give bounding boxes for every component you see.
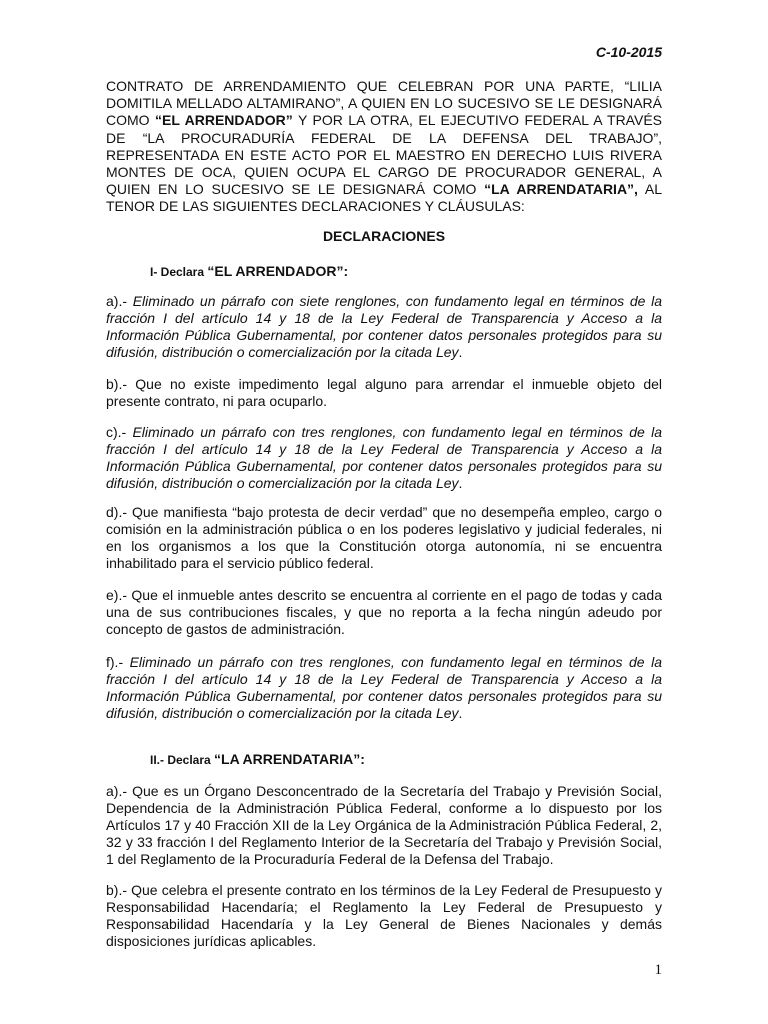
- section-1-name: “EL ARRENDADOR”:: [207, 263, 349, 279]
- section-1-prefix: I- Declara: [150, 265, 208, 279]
- document-code: C-10-2015: [595, 44, 662, 60]
- intro-part-3: AL TENOR DE LAS SIGUIENTES DECLARACIONES Y CLÁUSULAS:: [106, 181, 662, 215]
- section-1-item-a: [106, 293, 662, 361]
- item-a-end: .: [458, 344, 463, 360]
- intro-part-2: Y POR LA OTRA, EL EJECUTIVO FEDERAL A TRAVÉS DE “LA PROCURADURÍA FEDERAL DE LA DEFENSA DEL TRABAJO”, REPRESENTADA EN ESTE ACTO POR EL MAESTRO EN DERECHO LUIS RIVERA MONTES DE OCA, QUIEN OCUPA EL CARGO DE PROCURADOR GENERAL, A QUIEN EN LO SUCESIVO SE LE DESIGNARÁ COMO: [106, 112, 662, 198]
- intro-part-1: CONTRATO DE ARRENDAMIENTO QUE CELEBRAN POR UNA PARTE, “LILIA DOMITILA MELLADO ALTAMIRANO”, A QUIEN EN LO SUCESIVO SE LE DESIGNARÁ COMO: [106, 78, 662, 129]
- section-1-item-c: [106, 424, 662, 492]
- item-f-text: Eliminado un párrafo con tres renglones, con fundamento legal en términos de la fracción I del artículo 14 y 18 de la Ley Federal de Transparencia y Acceso a la Información Pública Gubernamental, por contener datos personales protegidos para su difusión, distribución o comercialización por la citada Ley: [106, 654, 662, 721]
- section-1-heading: [150, 263, 348, 279]
- item-c-end: .: [458, 475, 463, 491]
- item-c-text: Eliminado un párrafo con tres renglones, con fundamento legal en términos de la fracción I del artículo 14 y 18 de la Ley Federal de Transparencia y Acceso a la Información Pública Gubernamental, por contener datos personales protegidos para su difusión, distribución o comercialización por la citada Ley: [106, 424, 662, 491]
- item-c-label: c).-: [106, 424, 133, 440]
- intro-arrendataria: “LA ARRENDATARIA”,: [484, 181, 638, 198]
- page-number: 1: [654, 962, 662, 978]
- item-f-end: .: [458, 705, 463, 721]
- section-1-item-b: b).- Que no existe impedimento legal alguno para arrendar el inmueble objeto del presente contrato, ni para ocuparlo.: [106, 376, 662, 409]
- item-a-text: Eliminado un párrafo con siete renglones, con fundamento legal en términos de la fracción I del artículo 14 y 18 de la Ley Federal de Transparencia y Acceso a la Información Pública Gubernamental, por contener datos personales protegidos para su difusión, distribución o comercialización por la citada Ley: [106, 293, 662, 360]
- section-2-item-a: a).- Que es un Órgano Desconcentrado de la Secretaría del Trabajo y Previsión Social, Dependencia de la Administración Pública Federal, conforme a lo dispuesto por los Artículos 17 y 40 Fracción XII de la Ley Orgánica de la Administración Pública Federal, 2, 32 y 33 fracción I del Reglamento Interior de la Secretaría del Trabajo y Previsión Social, 1 del Reglamento de la Procuraduría Federal de la Defensa del Trabajo.: [106, 783, 662, 867]
- item-f-label: f).-: [106, 654, 130, 670]
- intro-arrendador: “EL ARRENDADOR”: [155, 112, 293, 129]
- section-2-name: “LA ARRENDATARIA”:: [214, 751, 365, 767]
- declaraciones-heading: DECLARACIONES: [322, 228, 446, 244]
- section-2-item-b: b).- Que celebra el presente contrato en los términos de la Ley Federal de Presupuesto y Responsabilidad Hacendaría; el Reglamento la Ley Federal de Presupuesto y Responsabilidad Hacendaría y la Ley General de Bienes Nacionales y demás disposiciones jurídicas aplicables.: [106, 882, 662, 949]
- item-a-label: a).-: [106, 293, 133, 309]
- section-1-item-e: e).- Que el inmueble antes descrito se encuentra al corriente en el pago de todas y cada una de sus contribuciones fiscales, y que no reporta a la fecha ningún adeudo por concepto de gastos de administración.: [106, 587, 662, 637]
- section-2-prefix: II.- Declara: [150, 753, 215, 767]
- contract-intro: [106, 78, 662, 216]
- section-2-heading: [150, 751, 365, 767]
- section-1-item-f: [106, 654, 662, 722]
- section-1-item-d: d).- Que manifiesta “bajo protesta de decir verdad” que no desempeña empleo, cargo o comisión en la administración pública o en los poderes legislativo y judicial federales, ni en los organismos a los que la Constitución otorga autonomía, ni se encuentra inhabilitado para el servicio público federal.: [106, 504, 662, 571]
